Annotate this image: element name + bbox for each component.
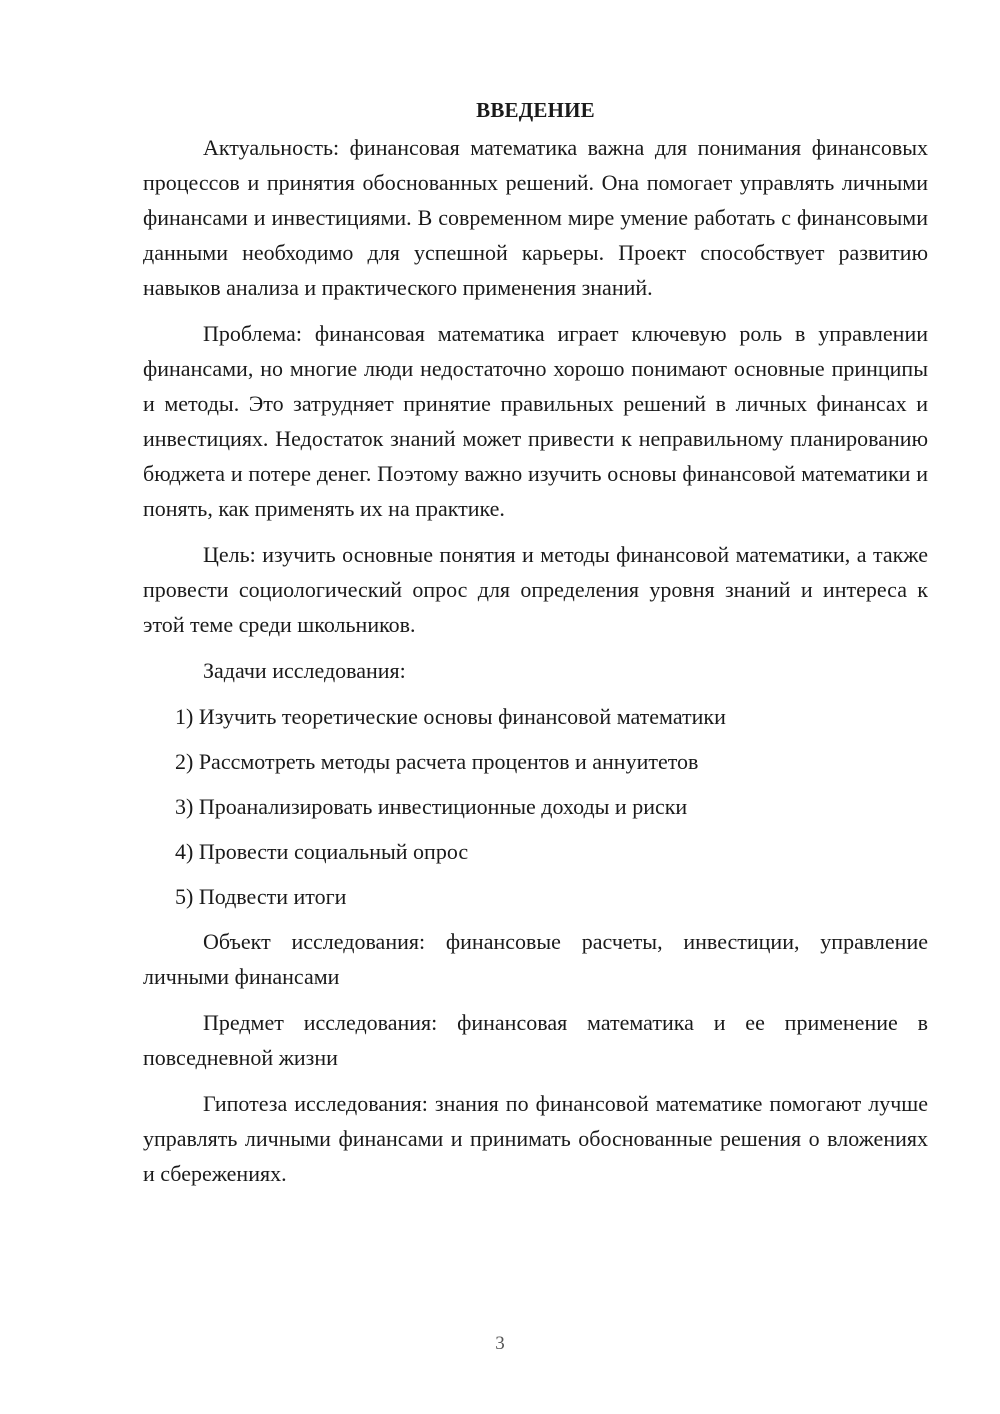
task-item-3: 3) Проанализировать инвестиционные доходы и риски	[175, 794, 688, 819]
paragraph-subject: Предмет исследования: финансовая математика и ее применение в повседневной жизни	[143, 1010, 928, 1070]
task-item-1: 1) Изучить теоретические основы финансовой математики	[175, 704, 726, 729]
page-content	[143, 94, 928, 1202]
task-item-5: 5) Подвести итоги	[175, 884, 347, 909]
paragraph-object: Объект исследования: финансовые расчеты, инвестиции, управление личными финансами	[143, 929, 928, 989]
paragraph-relevance: Актуальность: финансовая математика важна для понимания финансовых процессов и принятия обоснованных решений. Она помогает управлять личными финансами и инвестициями. В современном мире умение работать с финансовыми данными необходимо для успешной карьеры. Проект способствует развитию навыков анализа и практического применения знаний.	[143, 135, 928, 300]
section-title: ВВЕДЕНИЕ	[476, 98, 595, 122]
paragraph-tasks-heading: Задачи исследования:	[203, 658, 406, 683]
task-list	[143, 699, 928, 914]
task-item-4: 4) Провести социальный опрос	[175, 839, 469, 864]
paragraph-hypothesis: Гипотеза исследования: знания по финансовой математике помогают лучше управлять личными финансами и принимать обоснованные решения о вложениях и сбережениях.	[143, 1091, 928, 1186]
task-item-2: 2) Рассмотреть методы расчета процентов и аннуитетов	[175, 749, 699, 774]
page-number: 3	[495, 1333, 505, 1354]
paragraph-goal: Цель: изучить основные понятия и методы финансовой математики, а также провести социологический опрос для определения уровня знаний и интереса к этой теме среди школьников.	[143, 542, 928, 637]
paragraph-problem: Проблема: финансовая математика играет ключевую роль в управлении финансами, но многие люди недостаточно хорошо понимают основные принципы и методы. Это затрудняет принятие правильных решений в личных финансах и инвестициях. Недостаток знаний может привести к неправильному планированию бюджета и потере денег. Поэтому важно изучить основы финансовой математики и понять, как применять их на практике.	[143, 321, 928, 521]
